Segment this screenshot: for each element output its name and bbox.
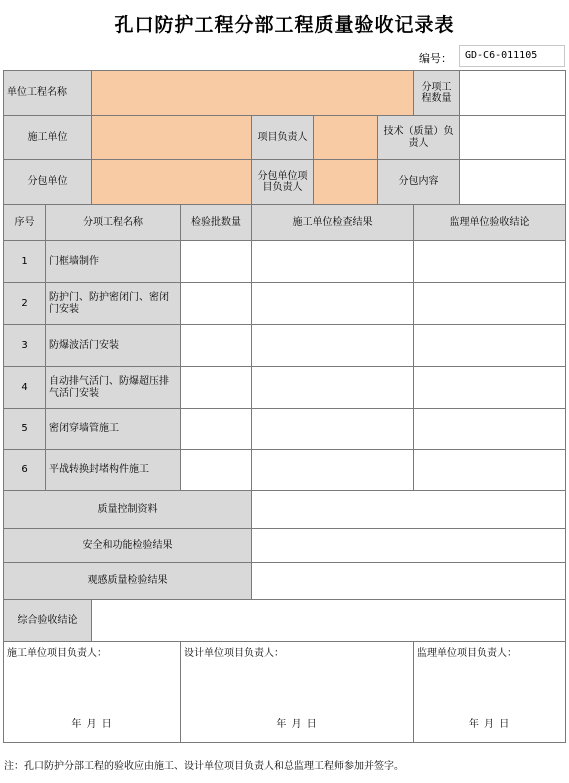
footnote: 注：孔口防护分部工程的验收应由施工、设计单位项目负责人和总监理工程师参加并签字。 (4, 761, 404, 772)
row-no: 1 (4, 241, 46, 283)
construction-signature-cell[interactable] (4, 642, 181, 743)
row-no: 5 (4, 409, 46, 450)
row-name: 门框墙制作 (46, 241, 181, 283)
subcontract-content-label: 分包内容 (378, 160, 460, 205)
header-row-1 (4, 71, 566, 116)
table-row (4, 241, 566, 283)
tech-manager-label: 技术（质量）负责人 (378, 116, 460, 160)
construction-result-cell[interactable] (252, 283, 414, 325)
supervision-signature-label: 监理单位项目负责人： (417, 648, 518, 659)
design-signature-label: 设计单位项目负责人： (184, 648, 284, 659)
design-signature-cell[interactable] (181, 642, 414, 743)
page-title: 孔口防护工程分部工程质量验收记录表 (114, 14, 455, 36)
subcontract-manager-label: 分包单位项目负责人 (252, 160, 314, 205)
col-header-supervision-result: 监理单位验收结论 (414, 205, 566, 241)
construction-unit-field[interactable] (92, 116, 252, 160)
col-header-construction-result: 施工单位检查结果 (252, 205, 414, 241)
summary-label-appearance: 观感质量检验结果 (4, 563, 252, 600)
construction-result-cell[interactable] (252, 325, 414, 367)
row-name: 自动排气活门、防爆超压排气活门安装 (46, 367, 181, 409)
project-manager-label: 项目负责人 (252, 116, 314, 160)
batch-count-cell[interactable] (181, 325, 252, 367)
table-row (4, 409, 566, 450)
subcontract-unit-field[interactable] (92, 160, 252, 205)
summary-row (4, 491, 566, 529)
date-text: 年 月 日 (468, 718, 511, 730)
batch-count-cell[interactable] (181, 241, 252, 283)
col-header-no: 序号 (4, 205, 46, 241)
sub-project-count-label: 分项工程数量 (414, 71, 460, 116)
supervision-result-cell[interactable] (414, 409, 566, 450)
table-row (4, 283, 566, 325)
summary-row (4, 529, 566, 563)
header-row-2 (4, 116, 566, 160)
col-header-batch-count: 检验批数量 (181, 205, 252, 241)
summary-value-safety[interactable] (252, 529, 566, 563)
batch-count-cell[interactable] (181, 367, 252, 409)
construction-unit-label: 施工单位 (4, 116, 92, 160)
summary-value-quality-docs[interactable] (252, 491, 566, 529)
summary-value-appearance[interactable] (252, 563, 566, 600)
batch-count-cell[interactable] (181, 283, 252, 325)
row-no: 6 (4, 450, 46, 491)
subcontract-manager-field[interactable] (314, 160, 378, 205)
row-name: 防护门、防护密闭门、密闭门安装 (46, 283, 181, 325)
conclusion-label: 综合验收结论 (4, 600, 92, 642)
construction-signature-label: 施工单位项目负责人： (7, 648, 107, 659)
summary-label-quality-docs: 质量控制资料 (4, 491, 252, 529)
table-row (4, 325, 566, 367)
summary-row (4, 563, 566, 600)
supervision-result-cell[interactable] (414, 450, 566, 491)
construction-result-cell[interactable] (252, 241, 414, 283)
construction-result-cell[interactable] (252, 409, 414, 450)
supervision-signature-cell[interactable] (414, 642, 566, 743)
supervision-result-cell[interactable] (414, 283, 566, 325)
tech-manager-field[interactable] (460, 116, 566, 160)
row-name: 密闭穿墙管施工 (46, 409, 181, 450)
code-label: 编号： (419, 52, 452, 65)
column-header-row (4, 205, 566, 241)
code-value[interactable]: GD-C6-011105 (459, 45, 565, 67)
table-row (4, 367, 566, 409)
subcontract-content-field[interactable] (460, 160, 566, 205)
construction-result-cell[interactable] (252, 367, 414, 409)
conclusion-field[interactable] (92, 600, 566, 642)
unit-project-name-label: 单位工程名称 (4, 71, 92, 116)
header-row-3 (4, 160, 566, 205)
sub-project-count-field[interactable] (460, 71, 566, 116)
supervision-result-cell[interactable] (414, 367, 566, 409)
row-no: 2 (4, 283, 46, 325)
batch-count-cell[interactable] (181, 409, 252, 450)
date-text: 年 月 日 (71, 718, 113, 730)
row-no: 4 (4, 367, 46, 409)
table-row (4, 450, 566, 491)
date-text: 年 月 日 (276, 718, 318, 730)
acceptance-table (3, 70, 566, 743)
subcontract-unit-label: 分包单位 (4, 160, 92, 205)
project-manager-field[interactable] (314, 116, 378, 160)
summary-label-safety: 安全和功能检验结果 (4, 529, 252, 563)
construction-result-cell[interactable] (252, 450, 414, 491)
col-header-name: 分项工程名称 (46, 205, 181, 241)
row-name: 防爆波活门安装 (46, 325, 181, 367)
supervision-result-cell[interactable] (414, 241, 566, 283)
conclusion-row (4, 600, 566, 642)
supervision-result-cell[interactable] (414, 325, 566, 367)
signature-row (4, 642, 566, 743)
row-no: 3 (4, 325, 46, 367)
row-name: 平战转换封堵构件施工 (46, 450, 181, 491)
batch-count-cell[interactable] (181, 450, 252, 491)
unit-project-name-field[interactable] (92, 71, 414, 116)
